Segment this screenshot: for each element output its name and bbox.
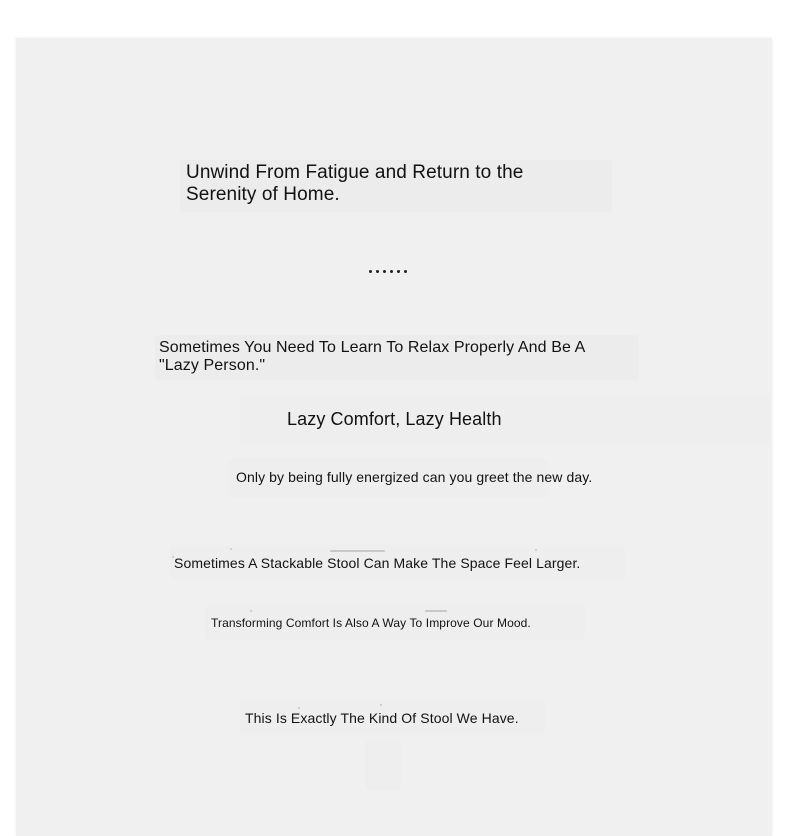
dot (390, 270, 393, 273)
speck (535, 549, 537, 551)
divider-dots (369, 270, 407, 273)
body-line-1: Only by being fully energized can you greet the new day. (236, 469, 593, 485)
body-line-2: Sometimes A Stackable Stool Can Make The Space Feel Larger. (174, 555, 581, 571)
dot (397, 270, 400, 273)
body-line-3: Transforming Comfort Is Also A Way To Improve Our Mood. (211, 616, 531, 630)
hero-heading: Unwind From Fatigue and Return to the Serenity of Home. (186, 162, 524, 205)
speck (230, 548, 232, 550)
body-line-4: This Is Exactly The Kind Of Stool We Have. (245, 710, 519, 726)
tagline: Lazy Comfort, Lazy Health (287, 409, 502, 429)
dot (383, 270, 386, 273)
dot (376, 270, 379, 273)
speck (380, 704, 382, 706)
speck (250, 610, 252, 612)
dot (369, 270, 372, 273)
dot (404, 270, 407, 273)
speck (425, 610, 447, 612)
speck (330, 550, 385, 552)
subheading: Sometimes You Need To Learn To Relax Properly And Be A "Lazy Person." (159, 339, 585, 374)
bottom-backdrop (365, 740, 401, 790)
